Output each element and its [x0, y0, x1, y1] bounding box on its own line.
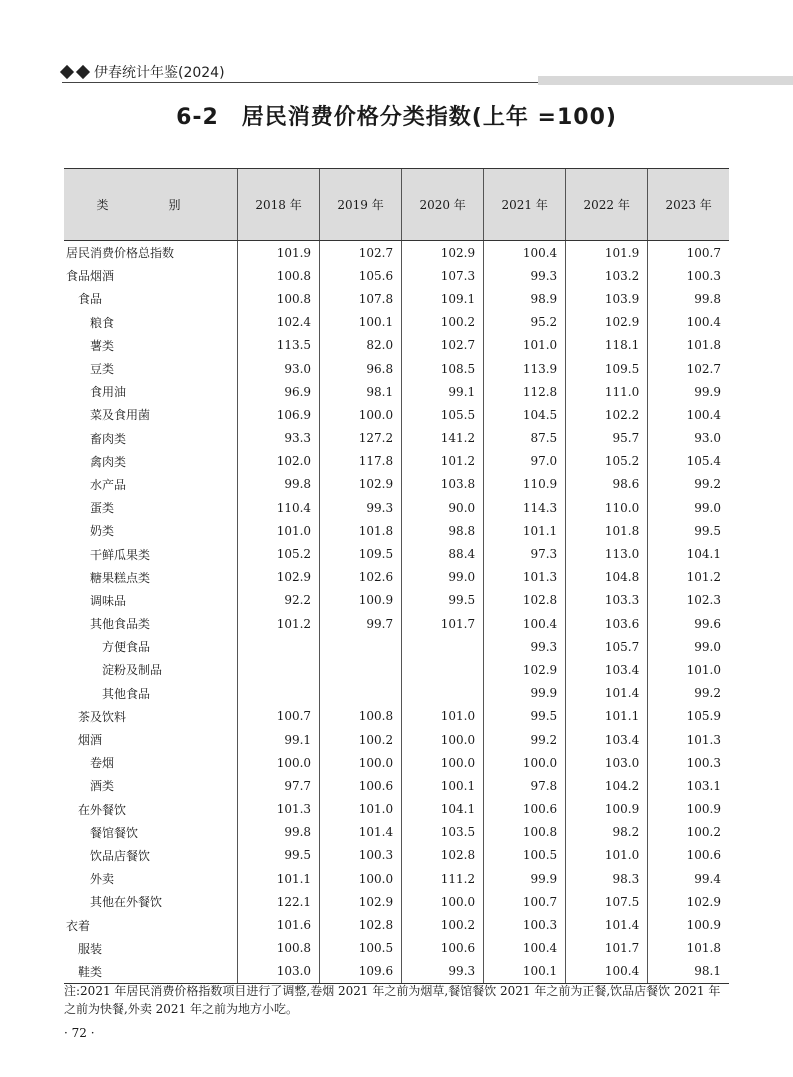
value-cell: 100.2: [402, 311, 484, 334]
category-cell: 餐馆餐饮: [90, 825, 139, 840]
category-cell: 茶及饮料: [78, 709, 127, 724]
value-cell: 98.1: [648, 960, 729, 984]
value-cell: 99.9: [648, 380, 729, 403]
table-row: [64, 287, 729, 310]
value-cell: 103.5: [402, 821, 484, 844]
value-cell: 99.4: [648, 867, 729, 890]
value-cell: 111.0: [566, 380, 648, 403]
table-row: [64, 960, 729, 984]
value-cell: 100.0: [238, 751, 320, 774]
running-head: [62, 62, 225, 82]
category-cell: 豆类: [90, 362, 115, 377]
value-cell: 103.9: [566, 287, 648, 310]
value-cell: 99.9: [484, 867, 566, 890]
table-row: [64, 913, 729, 936]
value-cell: 92.2: [238, 589, 320, 612]
value-cell: 99.5: [402, 589, 484, 612]
value-cell: 105.7: [566, 635, 648, 658]
value-cell: [402, 658, 484, 681]
table-row: [64, 890, 729, 913]
value-cell: 114.3: [484, 496, 566, 519]
value-cell: 102.0: [238, 450, 320, 473]
value-cell: 109.1: [402, 287, 484, 310]
category-cell: 服装: [78, 941, 103, 956]
value-cell: 100.4: [648, 403, 729, 426]
value-cell: 99.8: [238, 821, 320, 844]
value-cell: 102.9: [402, 241, 484, 265]
value-cell: 96.8: [320, 357, 402, 380]
value-cell: 102.9: [320, 473, 402, 496]
value-cell: 100.5: [320, 937, 402, 960]
value-cell: 102.9: [484, 658, 566, 681]
value-cell: 101.2: [402, 450, 484, 473]
category-cell: 菜及食用菌: [90, 408, 151, 423]
value-cell: 99.5: [484, 705, 566, 728]
value-cell: 99.8: [648, 287, 729, 310]
value-cell: 100.3: [484, 913, 566, 936]
value-cell: 101.4: [566, 682, 648, 705]
value-cell: 96.9: [238, 380, 320, 403]
value-cell: 97.0: [484, 450, 566, 473]
value-cell: 100.6: [484, 798, 566, 821]
value-cell: 99.2: [648, 682, 729, 705]
table-row: [64, 241, 729, 265]
category-cell: 鞋类: [64, 960, 238, 984]
category-cell: 酒类: [90, 779, 115, 794]
value-cell: 98.2: [566, 821, 648, 844]
value-cell: 100.1: [402, 774, 484, 797]
value-cell: 98.6: [566, 473, 648, 496]
value-cell: 97.3: [484, 542, 566, 565]
value-cell: 103.8: [402, 473, 484, 496]
value-cell: [320, 658, 402, 681]
value-cell: 100.4: [566, 960, 648, 984]
table-row: [64, 357, 729, 380]
category-cell: 食品: [78, 292, 103, 307]
value-cell: [238, 635, 320, 658]
value-cell: 102.9: [238, 566, 320, 589]
value-cell: 102.2: [566, 403, 648, 426]
value-cell: 105.5: [402, 403, 484, 426]
value-cell: 101.0: [238, 519, 320, 542]
category-cell: 粮食: [90, 315, 115, 330]
value-cell: 100.4: [648, 311, 729, 334]
value-cell: 100.6: [320, 774, 402, 797]
value-cell: [320, 682, 402, 705]
value-cell: 101.0: [320, 798, 402, 821]
value-cell: 100.6: [648, 844, 729, 867]
value-cell: 113.9: [484, 357, 566, 380]
column-header: 2020 年: [402, 169, 484, 241]
table-row: [64, 798, 729, 821]
value-cell: 117.8: [320, 450, 402, 473]
value-cell: 102.7: [402, 334, 484, 357]
value-cell: 99.1: [238, 728, 320, 751]
value-cell: 100.8: [320, 705, 402, 728]
value-cell: 105.2: [566, 450, 648, 473]
category-cell: 食品烟酒: [66, 269, 115, 284]
value-cell: 101.3: [238, 798, 320, 821]
value-cell: 100.0: [320, 751, 402, 774]
value-cell: 102.9: [320, 890, 402, 913]
category-cell: 水产品: [90, 477, 127, 492]
column-header: 2022 年: [566, 169, 648, 241]
table-row: [64, 867, 729, 890]
value-cell: 101.8: [566, 519, 648, 542]
value-cell: 102.6: [320, 566, 402, 589]
category-cell: 在外餐饮: [78, 802, 127, 817]
value-cell: 104.5: [484, 403, 566, 426]
table-row: [64, 519, 729, 542]
value-cell: 100.9: [566, 798, 648, 821]
value-cell: 100.4: [484, 937, 566, 960]
value-cell: 99.2: [484, 728, 566, 751]
value-cell: 93.3: [238, 427, 320, 450]
value-cell: [320, 635, 402, 658]
category-cell: 薯类: [90, 338, 115, 353]
value-cell: 103.4: [566, 658, 648, 681]
value-cell: 98.8: [402, 519, 484, 542]
value-cell: 103.0: [566, 751, 648, 774]
table-header-row: [64, 169, 729, 241]
value-cell: 101.6: [238, 913, 320, 936]
value-cell: 99.0: [402, 566, 484, 589]
category-cell: 衣着: [66, 918, 91, 933]
value-cell: 109.5: [566, 357, 648, 380]
value-cell: 100.4: [484, 612, 566, 635]
value-cell: 99.0: [648, 496, 729, 519]
value-cell: 122.1: [238, 890, 320, 913]
value-cell: 111.2: [402, 867, 484, 890]
table-row: [64, 682, 729, 705]
table-row: [64, 403, 729, 426]
value-cell: 107.5: [566, 890, 648, 913]
value-cell: 107.8: [320, 287, 402, 310]
value-cell: 101.2: [648, 566, 729, 589]
value-cell: 95.7: [566, 427, 648, 450]
value-cell: 109.6: [320, 960, 402, 984]
value-cell: 100.0: [484, 751, 566, 774]
value-cell: 100.4: [484, 241, 566, 265]
value-cell: 99.9: [484, 682, 566, 705]
value-cell: 101.9: [566, 241, 648, 265]
value-cell: 99.8: [238, 473, 320, 496]
value-cell: 100.9: [648, 798, 729, 821]
value-cell: 100.8: [238, 264, 320, 287]
value-cell: 112.8: [484, 380, 566, 403]
value-cell: 100.8: [238, 937, 320, 960]
value-cell: 107.3: [402, 264, 484, 287]
value-cell: 98.3: [566, 867, 648, 890]
category-cell: 淀粉及制品: [102, 663, 163, 678]
value-cell: [402, 635, 484, 658]
table-row: [64, 612, 729, 635]
value-cell: 93.0: [238, 357, 320, 380]
value-cell: 100.9: [320, 589, 402, 612]
table-row: [64, 658, 729, 681]
table-row: [64, 635, 729, 658]
value-cell: 127.2: [320, 427, 402, 450]
value-cell: 100.0: [402, 728, 484, 751]
value-cell: 103.0: [238, 960, 320, 984]
category-cell: 饮品店餐饮: [90, 848, 151, 863]
table-row: [64, 334, 729, 357]
table-row: [64, 380, 729, 403]
table-row: [64, 589, 729, 612]
value-cell: [402, 682, 484, 705]
page-title: 6-2 居民消费价格分类指数(上年 =100): [176, 105, 617, 130]
value-cell: 105.2: [238, 542, 320, 565]
value-cell: 103.1: [648, 774, 729, 797]
value-cell: 100.8: [484, 821, 566, 844]
table-row: [64, 311, 729, 334]
value-cell: 90.0: [402, 496, 484, 519]
category-cell: 禽肉类: [90, 454, 127, 469]
value-cell: 101.3: [484, 566, 566, 589]
category-cell: 居民消费价格总指数: [66, 246, 175, 261]
value-cell: 99.1: [402, 380, 484, 403]
category-cell: 其他食品: [102, 686, 151, 701]
table-row: [64, 844, 729, 867]
value-cell: 102.9: [566, 311, 648, 334]
value-cell: 101.1: [566, 705, 648, 728]
column-header: 2019 年: [320, 169, 402, 241]
value-cell: 102.8: [402, 844, 484, 867]
value-cell: 110.4: [238, 496, 320, 519]
value-cell: 99.6: [648, 612, 729, 635]
column-header: 2021 年: [484, 169, 566, 241]
value-cell: 99.5: [648, 519, 729, 542]
value-cell: 100.2: [402, 913, 484, 936]
value-cell: 101.0: [402, 705, 484, 728]
value-cell: 113.0: [566, 542, 648, 565]
value-cell: 100.2: [320, 728, 402, 751]
value-cell: 104.2: [566, 774, 648, 797]
value-cell: 100.7: [238, 705, 320, 728]
value-cell: 101.0: [484, 334, 566, 357]
value-cell: 100.3: [320, 844, 402, 867]
table-row: [64, 728, 729, 751]
table-row: [64, 751, 729, 774]
value-cell: 103.4: [566, 728, 648, 751]
value-cell: 99.0: [648, 635, 729, 658]
value-cell: 100.7: [484, 890, 566, 913]
category-cell: 卷烟: [90, 756, 115, 771]
value-cell: 99.3: [484, 264, 566, 287]
value-cell: 105.6: [320, 264, 402, 287]
category-cell: 烟酒: [78, 733, 103, 748]
value-cell: 101.3: [648, 728, 729, 751]
value-cell: 110.9: [484, 473, 566, 496]
value-cell: 101.4: [566, 913, 648, 936]
category-cell: 外卖: [90, 872, 115, 887]
table-row: [64, 566, 729, 589]
value-cell: 101.2: [238, 612, 320, 635]
value-cell: 100.0: [402, 890, 484, 913]
value-cell: 99.7: [320, 612, 402, 635]
value-cell: 104.8: [566, 566, 648, 589]
value-cell: 100.9: [648, 913, 729, 936]
value-cell: 95.2: [484, 311, 566, 334]
value-cell: 100.0: [320, 403, 402, 426]
column-header: 类 别: [64, 169, 238, 241]
table-row: [64, 821, 729, 844]
value-cell: 97.7: [238, 774, 320, 797]
value-cell: 105.4: [648, 450, 729, 473]
value-cell: 102.3: [648, 589, 729, 612]
column-header: 2018 年: [238, 169, 320, 241]
value-cell: 110.0: [566, 496, 648, 519]
value-cell: 100.5: [484, 844, 566, 867]
value-cell: 82.0: [320, 334, 402, 357]
value-cell: 87.5: [484, 427, 566, 450]
value-cell: 101.1: [484, 519, 566, 542]
value-cell: 99.2: [648, 473, 729, 496]
category-cell: 糖果糕点类: [90, 570, 151, 585]
value-cell: 101.8: [648, 937, 729, 960]
value-cell: 108.5: [402, 357, 484, 380]
value-cell: 97.8: [484, 774, 566, 797]
value-cell: [238, 658, 320, 681]
value-cell: 99.3: [402, 960, 484, 984]
value-cell: 101.8: [320, 519, 402, 542]
book-title: 伊春统计年鉴(2024): [94, 65, 225, 81]
category-cell: 其他食品类: [90, 617, 151, 632]
value-cell: 100.0: [402, 751, 484, 774]
value-cell: 98.9: [484, 287, 566, 310]
category-cell: 食用油: [90, 385, 127, 400]
diamond-icon: [60, 65, 74, 79]
column-header: 2023 年: [648, 169, 729, 241]
table-note: 注:2021 年居民消费价格指数项目进行了调整,卷烟 2021 年之前为烟草,餐馆餐饮 2021 年之前为正餐,饮品店餐饮 2021 年之前为快餐,外卖 2021 年之前为地方小吃。: [64, 984, 721, 1016]
value-cell: 98.1: [320, 380, 402, 403]
value-cell: 104.1: [648, 542, 729, 565]
value-cell: 103.2: [566, 264, 648, 287]
value-cell: 99.5: [238, 844, 320, 867]
table-row: [64, 264, 729, 287]
value-cell: 102.7: [648, 357, 729, 380]
diamond-icon: [76, 65, 90, 79]
value-cell: 100.7: [648, 241, 729, 265]
value-cell: 100.8: [238, 287, 320, 310]
value-cell: 102.8: [484, 589, 566, 612]
table-row: [64, 473, 729, 496]
value-cell: 101.1: [238, 867, 320, 890]
value-cell: 101.0: [566, 844, 648, 867]
value-cell: 102.9: [648, 890, 729, 913]
value-cell: 99.3: [320, 496, 402, 519]
value-cell: 100.3: [648, 264, 729, 287]
category-cell: 蛋类: [90, 501, 115, 516]
category-cell: 方便食品: [102, 640, 151, 655]
value-cell: 102.7: [320, 241, 402, 265]
value-cell: 99.3: [484, 635, 566, 658]
value-cell: 102.8: [320, 913, 402, 936]
value-cell: 101.7: [566, 937, 648, 960]
category-cell: 干鲜瓜果类: [90, 547, 151, 562]
value-cell: 101.4: [320, 821, 402, 844]
table-row: [64, 427, 729, 450]
value-cell: 100.2: [648, 821, 729, 844]
value-cell: 103.3: [566, 589, 648, 612]
value-cell: 106.9: [238, 403, 320, 426]
value-cell: 100.3: [648, 751, 729, 774]
header-bar: [538, 76, 793, 85]
value-cell: 101.9: [238, 241, 320, 265]
value-cell: 88.4: [402, 542, 484, 565]
table-row: [64, 542, 729, 565]
value-cell: 101.0: [648, 658, 729, 681]
value-cell: 103.6: [566, 612, 648, 635]
table-row: [64, 496, 729, 519]
value-cell: 101.8: [648, 334, 729, 357]
page-number: · 72 ·: [64, 1026, 95, 1040]
table-row: [64, 774, 729, 797]
value-cell: 118.1: [566, 334, 648, 357]
category-cell: 其他在外餐饮: [90, 895, 163, 910]
value-cell: 100.1: [484, 960, 566, 984]
value-cell: 105.9: [648, 705, 729, 728]
value-cell: 141.2: [402, 427, 484, 450]
table-row: [64, 450, 729, 473]
value-cell: 113.5: [238, 334, 320, 357]
table-row: [64, 705, 729, 728]
value-cell: 100.6: [402, 937, 484, 960]
category-cell: 畜肉类: [90, 431, 127, 446]
category-cell: 调味品: [90, 593, 127, 608]
value-cell: 102.4: [238, 311, 320, 334]
value-cell: 100.0: [320, 867, 402, 890]
category-cell: 奶类: [90, 524, 115, 539]
value-cell: 104.1: [402, 798, 484, 821]
value-cell: 109.5: [320, 542, 402, 565]
price-index-table: [64, 168, 729, 984]
value-cell: 100.1: [320, 311, 402, 334]
value-cell: 101.7: [402, 612, 484, 635]
value-cell: [238, 682, 320, 705]
table-row: [64, 937, 729, 960]
value-cell: 93.0: [648, 427, 729, 450]
